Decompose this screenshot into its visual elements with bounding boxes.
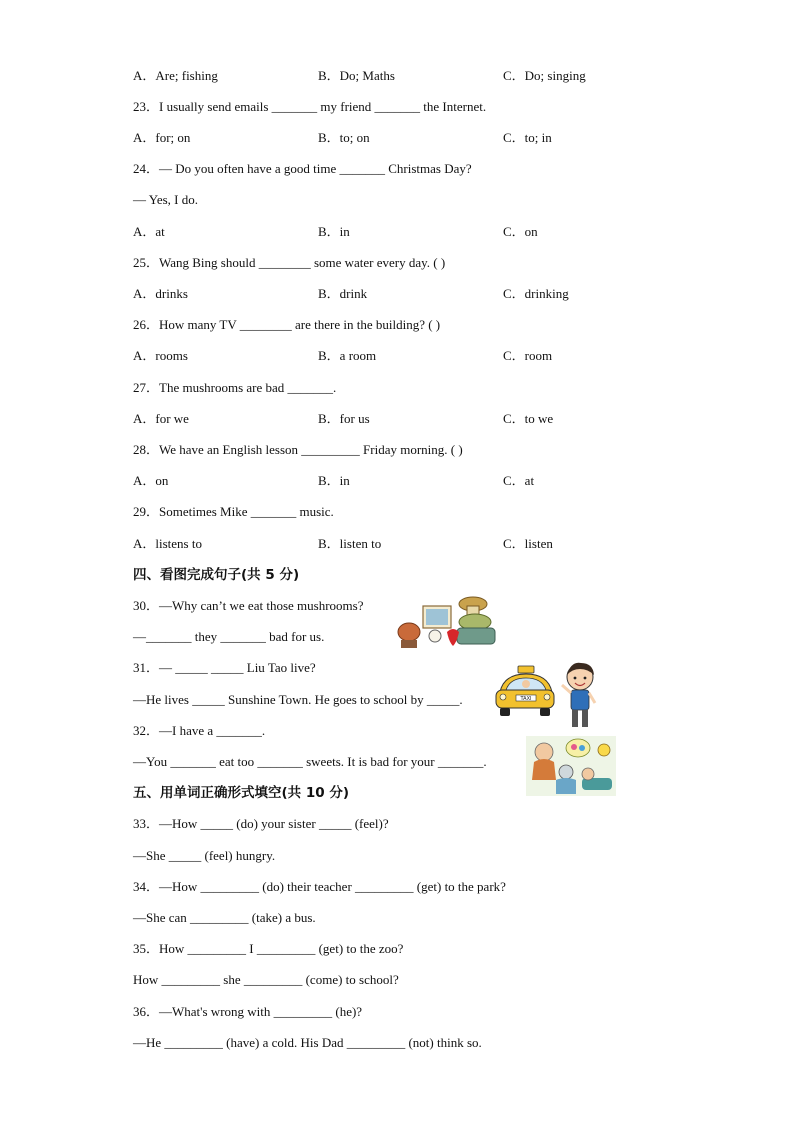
candy-icon: [571, 744, 577, 750]
q27-option-a: A．for we: [133, 411, 189, 426]
taxi-headlight-right: [544, 694, 550, 700]
child-head: [535, 743, 553, 761]
thought-bubble-icon: [566, 739, 590, 757]
q32-line-1: 32．—I have a _______.: [133, 723, 266, 738]
q30-mushrooms-picture: [395, 592, 499, 650]
q36-line-1: 36．—What's wrong with _________ (he)?: [133, 1004, 363, 1019]
q30-line-1: 30．—Why can’t we eat those mushrooms?: [133, 598, 364, 613]
driver-head: [522, 680, 530, 688]
q31-line-1: 31．— _____ _____ Liu Tao live?: [133, 660, 316, 675]
taxi-headlight-left: [500, 694, 506, 700]
q27-option-c: C．to we: [503, 411, 554, 426]
taxi-wheel-right: [540, 708, 550, 716]
boy-eye-right: [584, 677, 587, 680]
lollipop-icon: [598, 744, 610, 756]
q25-stem: 25．Wang Bing should ________ some water every day. ( ): [133, 255, 446, 270]
dentist-head: [559, 765, 573, 779]
heart-icon: [447, 629, 459, 646]
section-4-heading: 四、看图完成句子(共 5 分): [133, 567, 300, 583]
q24-option-c: C．on: [503, 224, 538, 239]
q28-option-b: B．in: [318, 473, 350, 488]
q31-boy-picture: [560, 661, 602, 731]
basket-shape: [457, 628, 495, 644]
q24-stem: 24．— Do you often have a good time _______ Christmas Day?: [133, 161, 472, 176]
boy-eye-left: [574, 677, 577, 680]
q23-option-b: B．to; on: [318, 130, 370, 145]
q24-option-a: A．at: [133, 224, 165, 239]
q28-option-a: A．on: [133, 473, 169, 488]
q26-stem: 26．How many TV ________ are there in the building? ( ): [133, 317, 441, 332]
q26-option-b: B．a room: [318, 348, 377, 363]
q29-stem: 29．Sometimes Mike _______ music.: [133, 504, 334, 519]
q23-option-c: C．to; in: [503, 130, 552, 145]
boy-arm-left: [562, 685, 571, 693]
q26-option-c: C．room: [503, 348, 553, 363]
taxi-plate-text: TAXI: [520, 696, 532, 702]
q22-option-c: C．Do; singing: [503, 68, 586, 83]
q25-option-a: A．drinks: [133, 286, 188, 301]
q35-line-1: 35．How _________ I _________ (get) to the zoo?: [133, 941, 404, 956]
q22-option-a: A．Are; fishing: [133, 68, 218, 83]
boy-leg-left: [572, 710, 578, 727]
q29-option-b: B．listen to: [318, 536, 382, 551]
plate-shape: [429, 630, 441, 642]
bag-shape: [398, 623, 420, 641]
q32-line-2: —You _______ eat too _______ sweets. It is bad for your _______.: [133, 754, 487, 769]
q29-option-c: C．listen: [503, 536, 553, 551]
patient-head: [582, 768, 594, 780]
q30-line-2: —_______ they _______ bad for us.: [133, 629, 325, 644]
q26-option-a: A．rooms: [133, 348, 188, 363]
sweet-icon: [579, 745, 585, 751]
q27-stem: 27．The mushrooms are bad _______.: [133, 380, 337, 395]
boy-leg-right: [582, 710, 588, 727]
boy-shirt: [571, 690, 589, 710]
q22-option-b: B．Do; Maths: [318, 68, 395, 83]
q33-line-2: —She _____ (feel) hungry.: [133, 848, 276, 863]
taxi-roof-sign: [518, 666, 534, 673]
q36-line-2: —He _________ (have) a cold. His Dad _________ (not) think so.: [133, 1035, 482, 1050]
q28-option-c: C．at: [503, 473, 535, 488]
box-shape: [401, 640, 417, 648]
q33-line-1: 33．—How _____ (do) your sister _____ (feel)?: [133, 816, 389, 831]
boy-arm-right: [589, 693, 595, 703]
q24-reply: — Yes, I do.: [133, 192, 199, 207]
q35-line-2: How _________ she _________ (come) to school?: [133, 972, 399, 987]
child-body: [532, 759, 556, 780]
q31-taxi-picture: [494, 662, 556, 722]
q27-option-b: B．for us: [318, 411, 370, 426]
book-cover: [426, 609, 448, 625]
dentist-coat: [556, 778, 576, 794]
q25-option-b: B．drink: [318, 286, 368, 301]
q23-stem: 23．I usually send emails _______ my friend _______ the Internet.: [133, 99, 487, 114]
q34-line-2: —She can _________ (take) a bus.: [133, 910, 316, 925]
q25-option-c: C．drinking: [503, 286, 569, 301]
taxi-wheel-left: [500, 708, 510, 716]
q34-line-1: 34．—How _________ (do) their teacher _________ (get) to the park?: [133, 879, 506, 894]
q28-stem: 28．We have an English lesson _________ Friday morning. ( ): [133, 442, 463, 457]
section-5-heading: 五、用单词正确形式填空(共 10 分): [133, 785, 350, 801]
q31-line-2: —He lives _____ Sunshine Town. He goes to school by _____.: [133, 692, 463, 707]
q29-option-a: A．listens to: [133, 536, 202, 551]
q32-toothache-picture: [526, 736, 616, 796]
q24-option-b: B．in: [318, 224, 350, 239]
q23-option-a: A．for; on: [133, 130, 191, 145]
